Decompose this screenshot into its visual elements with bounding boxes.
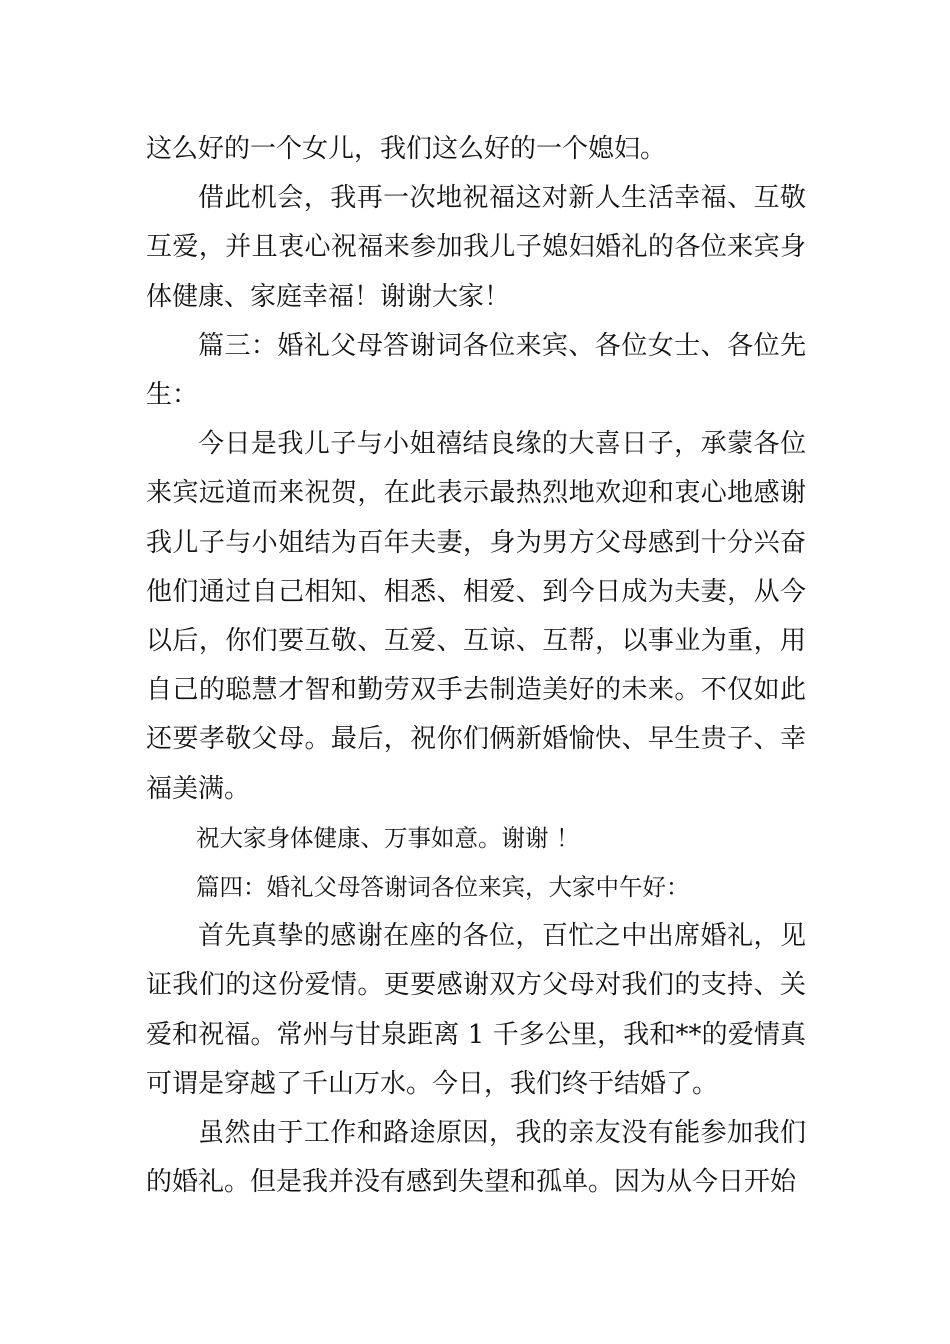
paragraph-4: 今日是我儿子与小姐禧结良缘的大喜日子，承蒙各位来宾远道而来祝贺，在此表示最热烈地欢迎和衷心地感谢我儿子与小姐结为百年夫妻，身为男方父母感到十分兴奋他们通过自己相知、相悉、相爱、到今日成为夫妻，从今以后，你们要互敬、互爱、互谅、互帮，以事业为重，用自己的聪慧才智和勤劳双手去制造美好的未来。不仅如此还要孝敬父母。最后，祝你们俩新婚愉快、早生贵子、幸福美满。	[146, 429, 806, 804]
paragraph-2: 借此机会，我再一次地祝福这对新人生活幸福、互敬互爱，并且衷心祝福来参加我儿子媳妇婚礼的各位来宾身体健康、家庭幸福！谢谢大家！	[146, 183, 806, 312]
paragraph-6-heading: 篇四：婚礼父母答谢词各位来宾，大家中午好：	[196, 873, 690, 902]
paragraph-5: 祝大家身体健康、万事如意。谢谢 ！	[196, 823, 580, 852]
paragraph-8: 虽然由于工作和路途原因，我的亲友没有能参加我们的婚礼。但是我并没有感到失望和孤单。因为从今日开始	[146, 1118, 806, 1198]
paragraph-7: 首先真挚的感谢在座的各位，百忙之中出席婚礼，见证我们的这份爱情。更要感谢双方父母对我们的支持、关爱和祝福。常州与甘泉距离 1 千多公里，我和**的爱情真可谓是穿越了千山万水。今日，我们终于结婚了。	[146, 921, 806, 1099]
paragraph-3-heading: 篇三：婚礼父母答谢词各位来宾、各位女士、各位先生：	[146, 330, 806, 411]
paragraph-1: 这么好的一个女儿，我们这么好的一个媳妇。	[146, 134, 667, 164]
document-body	[146, 125, 806, 1207]
